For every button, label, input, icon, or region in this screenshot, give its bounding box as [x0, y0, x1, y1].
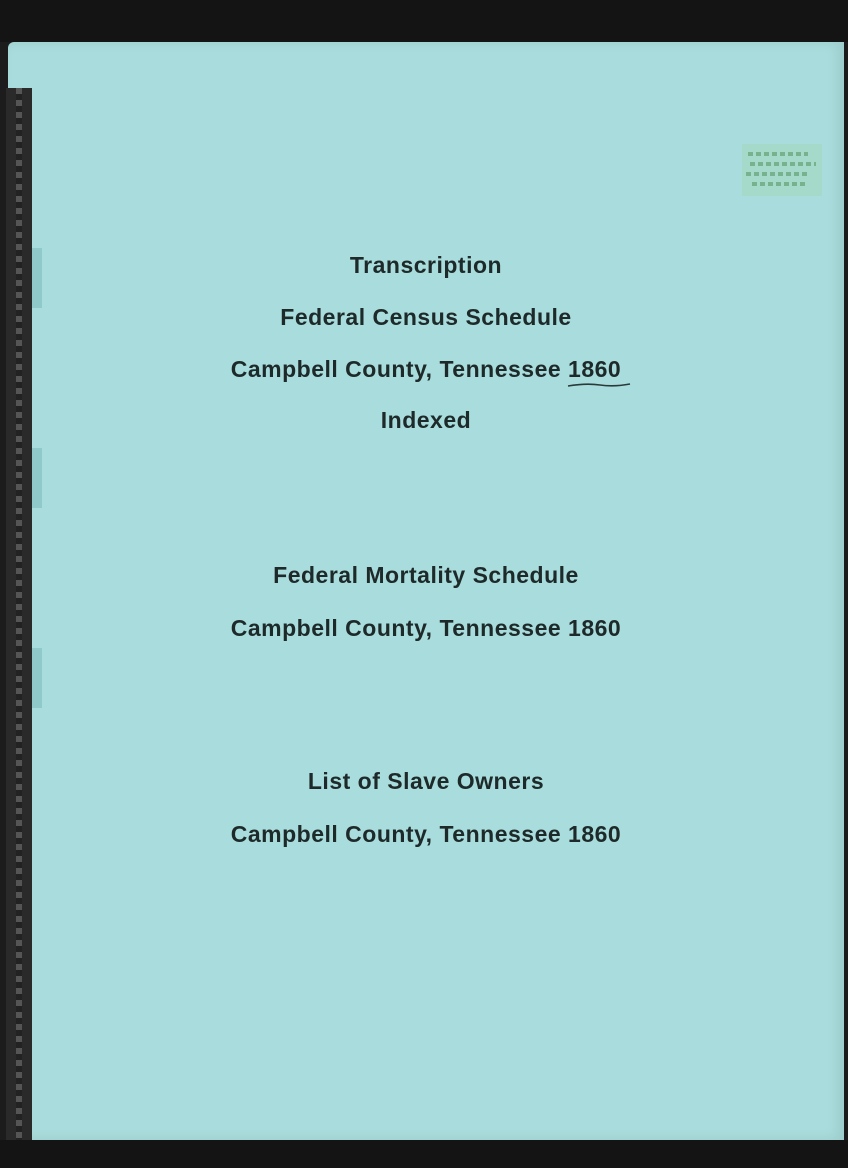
binding-tab: [32, 248, 42, 308]
binding-tab: [32, 648, 42, 708]
title-federal-mortality-schedule: Federal Mortality Schedule: [273, 562, 579, 588]
title-indexed: Indexed: [380, 407, 472, 433]
census-year-text: 1860: [568, 356, 622, 382]
title-list-of-slave-owners: List of Slave Owners: [307, 768, 545, 794]
title-federal-census-schedule: Federal Census Schedule: [280, 304, 572, 330]
title-census-county-line: [8, 356, 844, 383]
title-mortality-county-line: Campbell County, Tennessee 1860: [230, 615, 622, 641]
binding-tab: [32, 448, 42, 508]
comb-binding-spine: [6, 88, 32, 1140]
title-transcription: Transcription: [349, 252, 503, 278]
title-slave-owners-county-line: Campbell County, Tennessee 1860: [230, 821, 622, 847]
scan-background-top: [0, 0, 848, 42]
census-county-text: Campbell County, Tennessee: [230, 356, 569, 382]
scan-background-bottom: [0, 1140, 848, 1168]
library-stamp: [740, 142, 824, 198]
binding-texture: [16, 88, 22, 1140]
census-year: [568, 356, 621, 383]
handwritten-underline: [566, 380, 632, 390]
book-cover: [8, 42, 844, 1140]
